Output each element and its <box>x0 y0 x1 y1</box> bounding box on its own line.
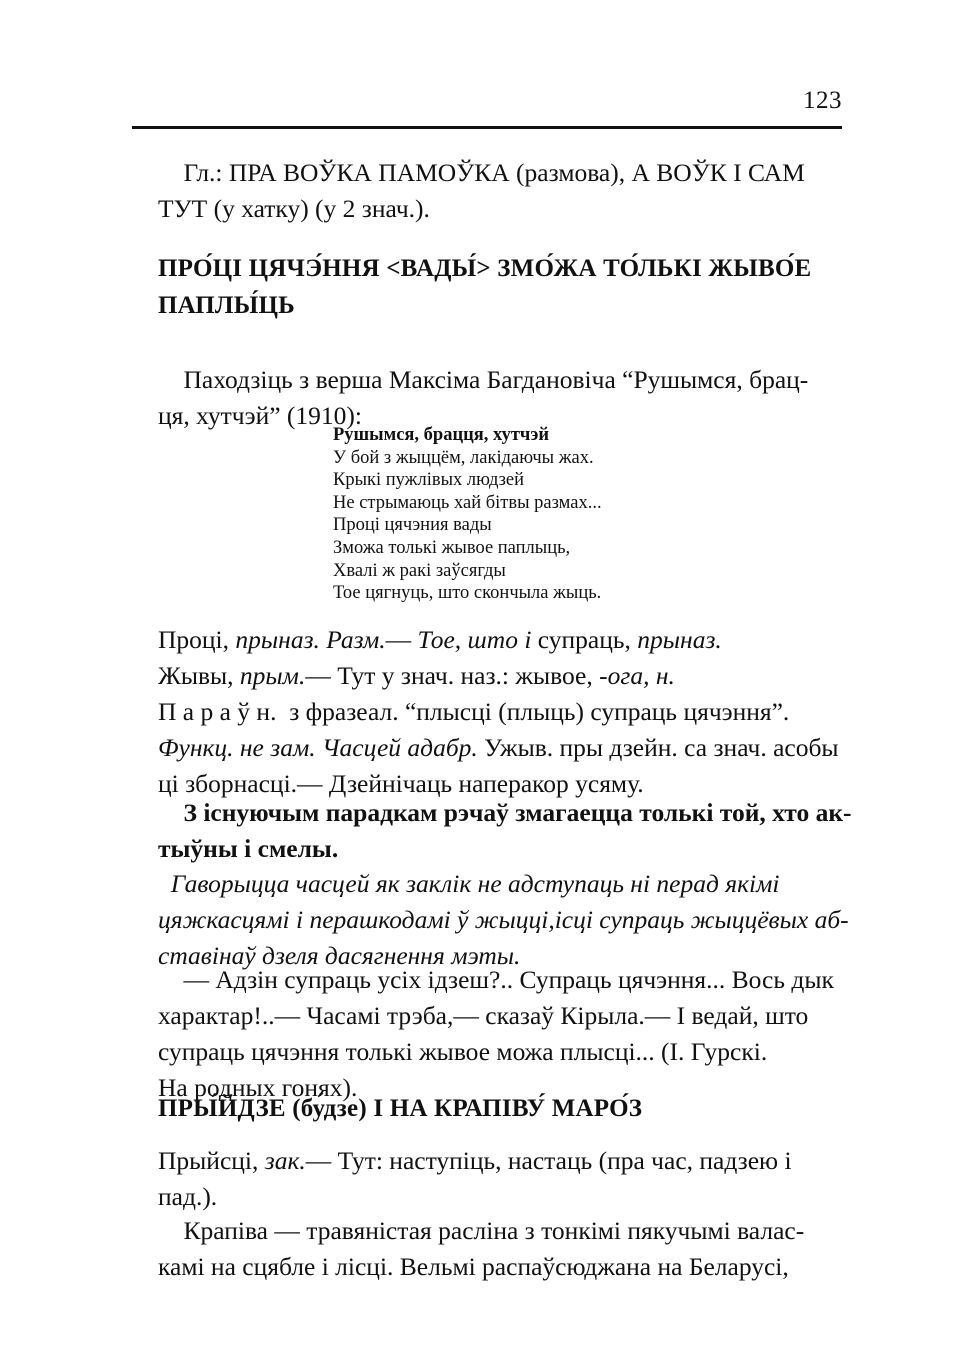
entry-2-grammar-line-1 <box>158 1143 842 1179</box>
verse-line-2: У бой з жыццём, лакідаючы жах. <box>333 447 594 468</box>
entry-1-commentary-line-1: Гаворыцца часцей як заклік не адступаць ні перад якімі <box>158 869 780 898</box>
page-number: 123 <box>803 87 842 114</box>
entry-1-illustration-line-4: На родных гонях). <box>158 1073 358 1102</box>
g1l5-run-1: ці зборнасці.— Дзейнічаць наперакор усяму. <box>158 769 644 798</box>
cross-reference-block <box>158 155 842 227</box>
g2l2-run-1: пад.). <box>158 1182 218 1211</box>
verse-line-6: Зможа толькі жывое паплыць, <box>333 537 571 558</box>
g1l2-run-1: Жывы, <box>158 661 240 690</box>
g1l2-run-2: прым. <box>239 661 306 690</box>
entry-1-headword-line-1: ПРО́ЦІ ЦЯЧЭ́ННЯ <ВАДЫ́> ЗМО́ЖА ТО́ЛЬКІ ЖЫВО́Е <box>158 255 812 282</box>
verse-line-5: Проці цячэния вады <box>333 515 492 536</box>
entry-2-headword <box>158 1090 842 1127</box>
verse-line-3: Крыкі пужлівых людзей <box>333 470 525 491</box>
verse-line-8: Тое цягнуць, што скончыла жыць. <box>333 583 602 604</box>
g2l1-run-2: зак. <box>264 1146 306 1175</box>
entry-1-headword <box>158 250 842 324</box>
entry-1-grammar-line-1 <box>158 622 842 658</box>
verse-line-1: Рушымся, брацця, хутчэй <box>333 425 550 445</box>
entry-1-illustration-line-2: характар!..— Часамі трэба,— сказаў Кірыла.— І ведай, што <box>158 1001 809 1030</box>
entry-1-origin-line-1: Паходзіць з верша Максіма Багдановіча “Рушымся, брац- <box>158 365 809 394</box>
entry-2-headword-text <box>158 1090 842 1127</box>
g1l1-run-2: прыназ. Разм. <box>235 625 386 654</box>
entry-1-origin-line-2: ця, хутчэй” (1910): <box>158 401 362 430</box>
entry-2-origin-line-2: камі на сцябле і лісці. Вельмі распаўсюджана на Беларусі, <box>158 1252 789 1281</box>
entry-2-headword-line-1: ПРЫ́ЙДЗЕ (бу́дзе) І НА КРАПІВУ́ МАРО́З <box>158 1095 643 1122</box>
entry-2-origin-line-1: Крапіва — травяністая расліна з тонкімі пякучымі валас- <box>158 1216 805 1245</box>
entry-1-commentary <box>158 866 849 974</box>
g1l4-run-2: Ужыв. пры дзейн. са знач. асобы <box>477 733 839 762</box>
entry-1-definition-line-2: тыўны і смелы. <box>158 834 339 863</box>
g1l1-run-6: прыназ. <box>637 625 722 654</box>
entry-2-grammar-line-2 <box>158 1179 842 1215</box>
entry-1-grammar-line-4 <box>158 730 842 766</box>
entry-1-headword-text <box>158 250 842 324</box>
entry-1-illustration-line-1: — Адзін супраць усіх ідзеш?.. Супраць цячэння... Вось дык <box>158 965 834 994</box>
entry-1-grammar-block <box>158 622 842 802</box>
cross-reference-line-1: Гл.: ПРА ВОЎКА ПАМОЎКА (размова), А ВОЎК І САМ <box>158 158 805 187</box>
g1l2-run-4: -ога, н. <box>599 661 675 690</box>
entry-1-illustration-paragraph <box>158 962 842 1106</box>
g1l1-run-3: — <box>385 625 418 654</box>
entry-1-headword-line-2: ПАПЛЫ́ЦЬ <box>158 292 295 319</box>
verse-line-4: Не стрымаюць хай бітвы размах... <box>333 492 602 513</box>
g1l2-run-3: — Тут у знач. наз.: жывое, <box>305 661 600 690</box>
entry-1-illustration <box>158 962 842 1106</box>
verse-line-7: Хвалі ж ракі заўсягды <box>333 560 506 581</box>
entry-1-illustration-line-3: супраць цячэння толькі жывое можа плысці... (І. Гурскі. <box>158 1037 768 1066</box>
g1l3-run-1: П а р а ў н. з фразеал. “плысці (плыць) супраць цячэння”. <box>158 697 790 726</box>
entry-2-grammar-paragraph <box>158 1143 842 1215</box>
entry-1-commentary-line-3: ставінаў дзеля дасягнення мэты. <box>158 941 521 970</box>
g2l1-run-1: Прыйсці, <box>158 1146 265 1175</box>
g1l1-run-5: супраць, <box>537 625 638 654</box>
g2l1-run-3: — Тут: наступіць, настаць (пра час, падзею і <box>305 1146 792 1175</box>
g1l1-run-4: Тое, што і <box>417 625 538 654</box>
entry-1-grammar-line-2 <box>158 658 842 694</box>
entry-2-grammar-block <box>158 1143 842 1215</box>
g1l1-run-1: Проці, <box>158 625 236 654</box>
entry-1-verse-citation <box>333 424 602 605</box>
g1l4-run-1: Функц. не зам. Часцей адабр. <box>158 733 478 762</box>
entry-1-commentary-paragraph <box>158 866 849 974</box>
entry-1-grammar-line-3 <box>158 694 842 730</box>
entry-1-commentary-line-2: цяжкасцямі і перашкодамі ў жыцці,ісці супраць жыццёвых аб- <box>158 905 849 934</box>
entry-2-origin-note <box>158 1213 842 1285</box>
header-rule <box>132 126 842 129</box>
entry-1-definition-line-1: З існуючым парадкам рэчаў змагаецца толькі той, хто ак- <box>158 798 852 827</box>
entry-2-origin-paragraph <box>158 1213 842 1285</box>
cross-reference-line-2: ТУТ (у хатку) (у 2 знач.). <box>158 194 430 223</box>
page-header <box>158 88 842 113</box>
entry-1-definition <box>158 795 852 867</box>
cross-reference-paragraph <box>158 155 842 227</box>
entry-1-definition-paragraph <box>158 795 852 867</box>
entry-1-grammar-paragraph <box>158 622 842 802</box>
